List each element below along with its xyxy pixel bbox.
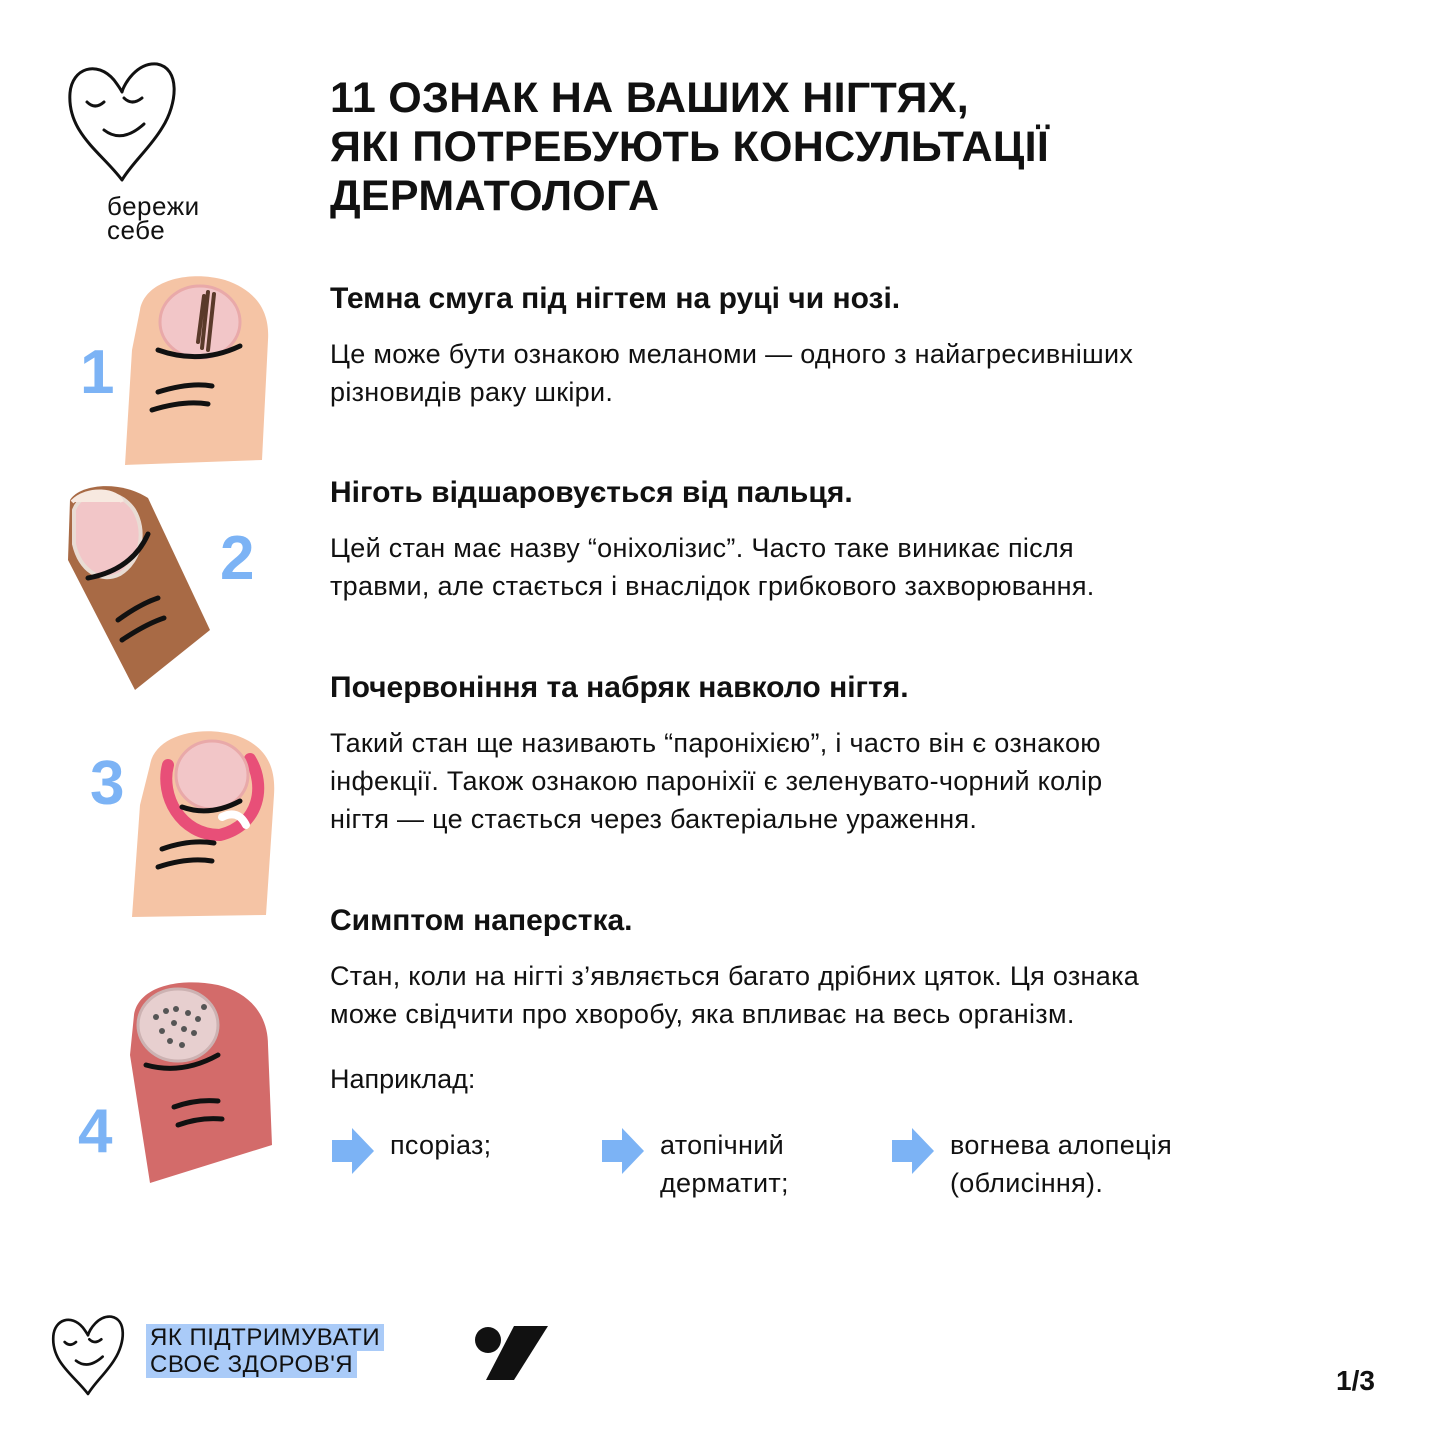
arrow-right-icon	[890, 1126, 936, 1176]
series-label	[146, 1324, 384, 1378]
number-badge-3: 3	[90, 749, 125, 818]
finger-nail-illustration	[90, 725, 280, 925]
section-body-line: Цей стан має назву “оніхолізис”. Часто таке виникає після	[330, 533, 1074, 563]
section-body	[330, 724, 1380, 838]
finger-illustration-3	[90, 725, 280, 925]
section-body-line: може свідчити про хворобу, яка впливає на весь організм.	[330, 999, 1075, 1029]
heart-face-icon	[62, 58, 182, 188]
section-body-line: Такий стан ще називають “пароніхією”, і часто він є ознакою	[330, 728, 1101, 758]
section-3	[330, 670, 1380, 838]
section-body-line: Це може бути ознакою меланоми — одного з найагресивніших	[330, 339, 1134, 369]
brand-logo	[62, 58, 242, 248]
section-body-line: інфекції. Також ознакою пароніхії є зеленувато-чорний колір	[330, 766, 1103, 796]
example-text: псоріаз;	[390, 1130, 492, 1160]
section-heading: Симптом наперстка.	[330, 904, 633, 937]
section-body-line: травми, але стається і внаслідок грибкового захворювання.	[330, 571, 1095, 601]
section-body-line: нігтя — це стається через бактеріальне ураження.	[330, 804, 978, 834]
section-heading: Темна смуга під нігтем на руці чи нозі.	[330, 282, 901, 315]
logo-line1: бережи	[107, 191, 200, 221]
finger-illustration-1	[80, 270, 280, 480]
title-line2: ЯКІ ПОТРЕБУЮТЬ КОНСУЛЬТАЦІЇ	[330, 123, 1050, 171]
number-badge-4: 4	[78, 1097, 113, 1166]
number-badge-2: 2	[220, 524, 255, 593]
section-2	[330, 475, 1380, 605]
section-4	[330, 903, 1380, 1033]
arrow-right-icon	[600, 1126, 646, 1176]
footer-heart-logo	[48, 1310, 128, 1402]
page-number: 1/3	[1336, 1365, 1375, 1396]
series-label-line1: ЯК ПІДТРИМУВАТИ	[146, 1324, 384, 1351]
heart-face-icon	[48, 1310, 128, 1402]
title-line1: 11 ОЗНАК НА ВАШИХ НІГТЯХ,	[330, 74, 969, 122]
finger-nail-illustration	[60, 480, 220, 695]
logo-wordmark	[107, 191, 200, 245]
section-body	[330, 529, 1380, 605]
section-1	[330, 281, 1380, 411]
slash-logo-icon	[474, 1324, 550, 1382]
title-line3: ДЕРМАТОЛОГА	[330, 172, 660, 220]
example-text: (облисіння).	[950, 1168, 1104, 1198]
page-title	[330, 74, 1390, 221]
series-label-line2: СВОЄ ЗДОРОВ'Я	[146, 1351, 357, 1378]
arrow-right-icon	[330, 1126, 376, 1176]
section-body-line: різновидів раку шкіри.	[330, 377, 614, 407]
finger-illustration-4	[78, 975, 278, 1185]
finger-nail-illustration	[78, 975, 278, 1185]
examples-label: Наприклад:	[330, 1064, 476, 1094]
finger-nail-illustration	[80, 270, 280, 480]
section-heading: Почервоніння та набряк навколо нігтя.	[330, 671, 909, 704]
section-body-line: Стан, коли на нігті з’являється багато дрібних цяток. Ця ознака	[330, 961, 1140, 991]
section-heading: Ніготь відшаровується від пальця.	[330, 476, 853, 509]
example-text: вогнева алопеція	[950, 1130, 1172, 1160]
example-text: атопічний	[660, 1130, 784, 1160]
finger-illustration-2	[60, 480, 275, 695]
logo-line2: себе	[107, 215, 166, 245]
example-text: дерматит;	[660, 1168, 789, 1198]
number-badge-1: 1	[80, 338, 115, 407]
section-body	[330, 335, 1380, 411]
section-body	[330, 957, 1380, 1033]
